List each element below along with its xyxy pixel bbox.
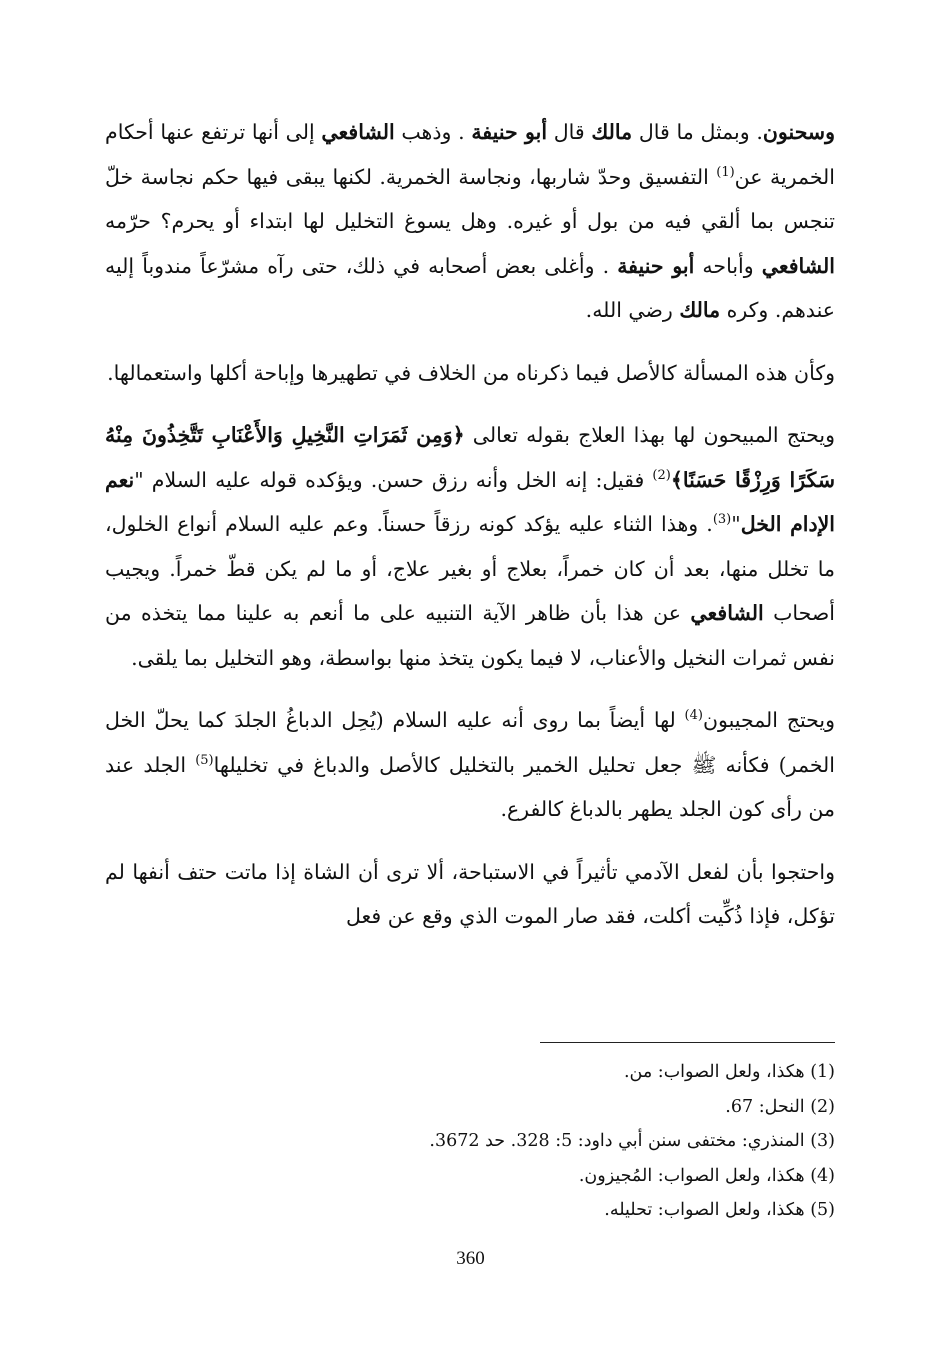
- text-run: عن هذا بأن ظاهر الآية التنبيه على ما أنعم به علينا مما يتخذه من نفس ثمرات النخيل والأعناب، لا فيما يكون يتخذ منها بواسطة، وهو التخليل بما يلقى.: [105, 601, 835, 670]
- text-run: وكأن هذه المسألة كالأصل فيما ذكرناه من الخلاف في تطهيرها وإباحة أكلها واستعمالها.: [107, 360, 835, 385]
- text-run: ويحتج المبيحون لها بهذا العلاج بقوله تعالى: [464, 423, 835, 447]
- bold-name: الشافعي: [690, 601, 764, 625]
- page-number: 360: [456, 1248, 485, 1269]
- bold-name: مالك: [591, 120, 633, 144]
- text-run: التفسيق وحدّ شاربها، ونجاسة الخمرية. لكنها يبقى فيها حكم نجاسة خلّ تنجس بما ألقي فيه من بول أو غيره. وهل يسوغ التخليل لها ابتداء أو يحرم؟ حرّمه: [105, 164, 835, 233]
- footnote-ref: (4): [684, 708, 703, 724]
- footnotes: [335, 1055, 835, 1228]
- text-run: ويحتج المجيبون: [702, 708, 835, 732]
- paragraph: [105, 351, 835, 396]
- text-run: قال: [547, 120, 592, 144]
- footnote-ref: (3): [712, 512, 732, 528]
- text-run: . وأغلى بعض أصحابه في ذلك، حتى رآه مشرّعاً مندوباً إليه عندهم. وكره: [105, 253, 835, 322]
- paragraph: [105, 850, 835, 939]
- text-run: . وذهب: [394, 120, 472, 144]
- paragraph: [105, 413, 835, 680]
- bold-name: الشافعي: [761, 253, 835, 278]
- text-run: ": [731, 512, 741, 536]
- footnote: (2) النحل: 67.: [725, 1096, 835, 1117]
- footnote-ref: (2): [652, 467, 671, 483]
- text-run: الجلد عند من رأى كون الجلد يطهر بالدباغ كالفرع.: [105, 752, 835, 821]
- text-run: رضي الله.: [585, 298, 680, 322]
- paragraph: [105, 698, 835, 832]
- footnote-ref: (5): [195, 752, 214, 768]
- footnote: (5) هكذا، ولعل الصواب: تحليله.: [604, 1200, 835, 1220]
- text-run: . وهذا الثناء عليه يؤكد كونه رزقاً حسناً. وعم عليه السلام أنواع الخلول، ما تخلل منها، بعد أن كان خمراً، بعلاج أو بغير علاج، أو ما لم يكن قطّ خمراً. ويجيب أصحاب: [105, 512, 835, 625]
- bold-name: مالك: [679, 298, 721, 322]
- bold-name: ﴿وَمِن ثَمَرَاتِ النَّخِيلِ وَالأَعْنَابِ تَتَّخِذُونَ مِنْهُ سَكَرًا وَرِزْقًا حَسَنًا﴾: [105, 423, 835, 492]
- text-run: لها أيضاً بما روى أنه عليه السلام (يُحِل الدباغُ الجلدَ كما يحلّ الخل الخمر) فكأنه ﷺ جعل تحليل الخمير بالتخليل كالأصل والدباغ في تخليلها: [105, 708, 836, 777]
- footnote-divider: [540, 1042, 835, 1043]
- main-text: [105, 110, 835, 939]
- text-run: إلى أنها ترتفع عنها أحكام الخمرية عن: [105, 120, 835, 189]
- footnote: (1) هكذا، ولعل الصواب: من.: [623, 1062, 835, 1082]
- text-run: واحتجوا بأن لفعل الآدمي تأثيراً في الاستباحة، ألا ترى أن الشاة إذا ماتت حتف أنفها لم تؤكل، فإذا ذُكِّيت أكلت، فقد صار الموت الذي وقع عن فعل: [105, 859, 835, 928]
- bold-name: أبو حنيفة: [471, 120, 548, 144]
- bold-name: الشافعي: [321, 120, 395, 144]
- paragraph: [105, 110, 835, 333]
- bold-name: نعم الإدام الخل: [105, 467, 835, 536]
- text-run: . وبمثل ما قال: [632, 120, 763, 144]
- text-run: وأباحه: [694, 253, 762, 278]
- bold-name: وسحنون: [762, 120, 835, 144]
- footnote-ref: (1): [716, 164, 735, 180]
- text-run: فقيل: إنه الخل وأنه رزق حسن. ويؤكده قوله عليه السلام ": [134, 467, 653, 492]
- bold-name: أبو حنيفة: [617, 253, 695, 278]
- footnote: (3) المنذري: مختفى سنن أبي داود: 5: 328. حد 3672.: [429, 1131, 835, 1151]
- footnote: (4) هكذا، ولعل الصواب: المُجيزون.: [578, 1165, 835, 1186]
